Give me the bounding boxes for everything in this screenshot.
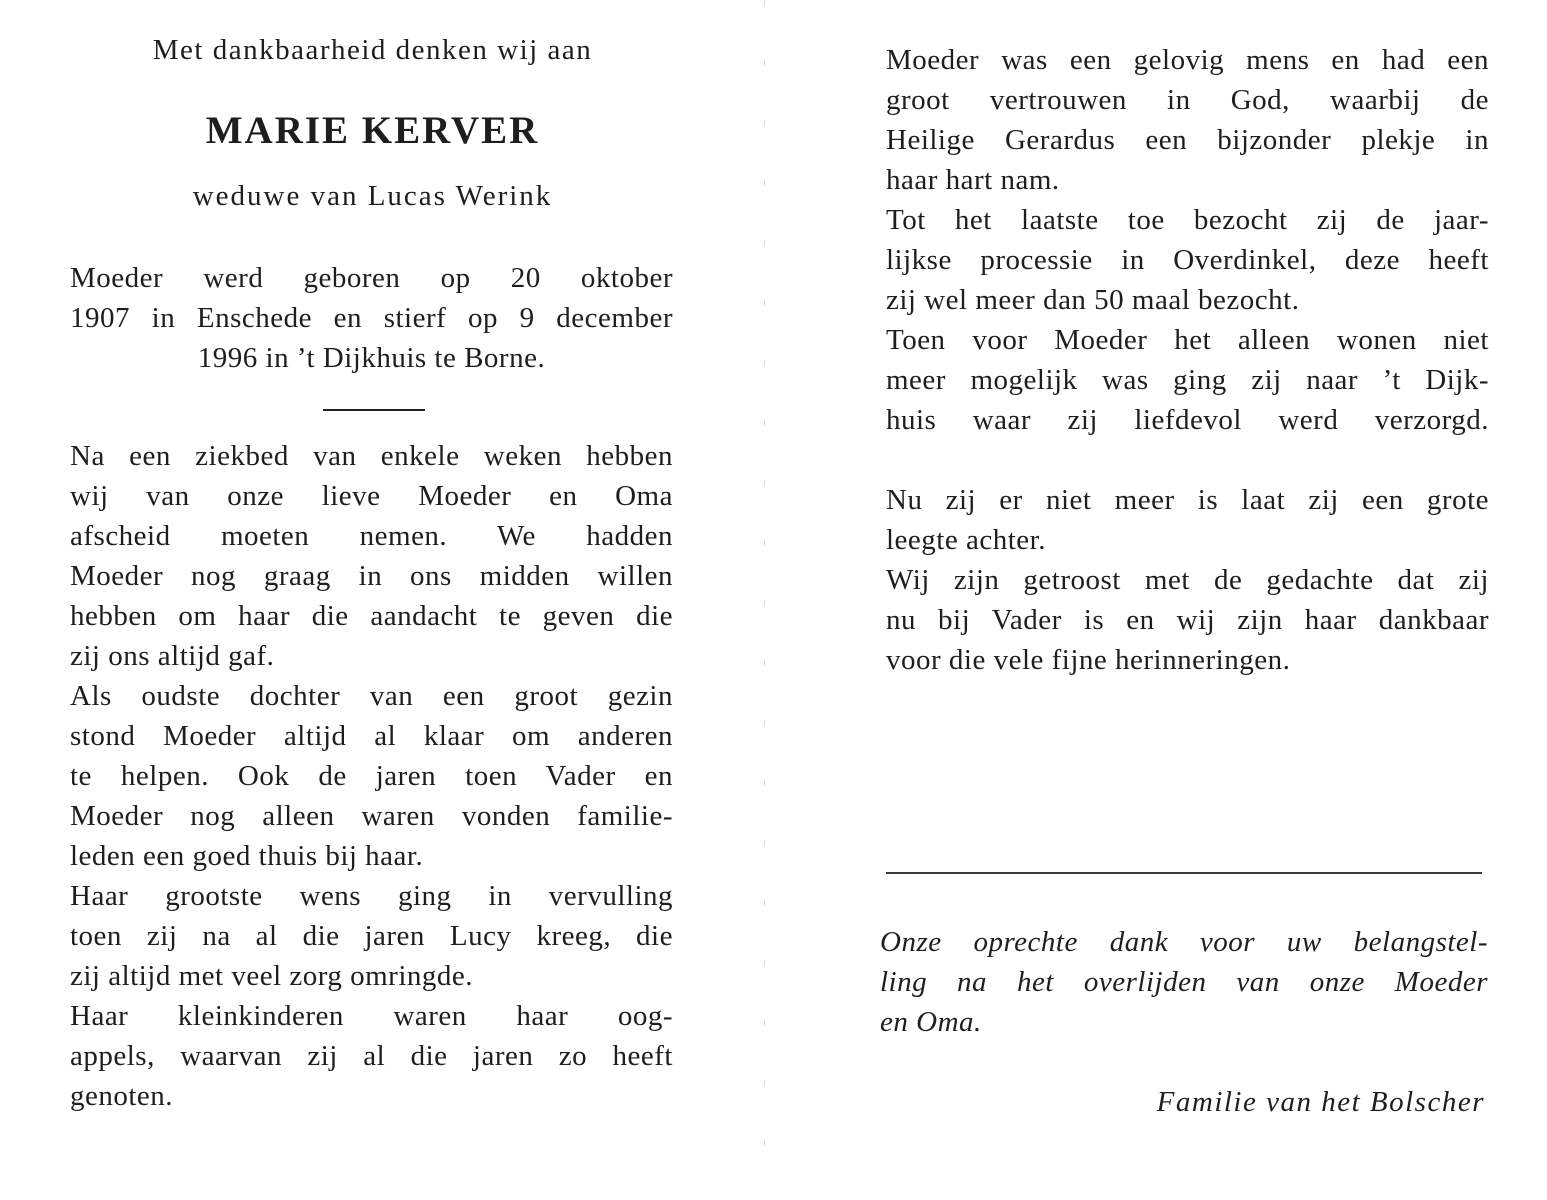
text-line: zij ons altijd gaf. [70,640,275,672]
text-line: leegte achter. [886,524,1046,556]
text-line: appels, waarvan zij al die jaren zo heeft [70,1040,673,1072]
text-line: Als oudste dochter van een groot gezin [70,680,673,712]
widow-of-text: weduwe van Lucas Werink [192,180,553,212]
text-line: leden een goed thuis bij haar. [70,840,424,872]
text-line: Moeder werd geboren op 20 oktober [70,262,673,294]
text-line: en Oma. [880,1006,982,1038]
text-line: lijkse processie in Overdinkel, deze heeft [886,244,1489,276]
text-line: Onze oprechte dank voor uw belangstel- [880,926,1488,958]
text-line: Moeder was een gelovig mens en had een [886,44,1489,76]
card-fold-line [764,0,765,1200]
text-line: meer mogelijk was ging zij naar ’t Dijk- [886,364,1489,396]
text-line: Tot het laatste toe bezocht zij de jaar- [886,204,1489,236]
text-line: groot vertrouwen in God, waarbij de [886,84,1489,116]
text-line: te helpen. Ook de jaren toen Vader en [70,760,673,792]
text-line: huis waar zij liefdevol werd verzorgd. [886,404,1489,436]
text-line: zij altijd met veel zorg omringde. [70,960,474,992]
text-line: nu bij Vader is en wij zijn haar dankbaar [886,604,1489,636]
text-line: toen zij na al die jaren Lucy kreeg, die [70,920,673,952]
text-line: 1907 in Enschede en stierf op 9 december [70,302,673,334]
family-signature: Familie van het Bolscher [1156,1086,1485,1118]
text-line: Haar grootste wens ging in vervulling [70,880,673,912]
text-line: afscheid moeten nemen. We hadden [70,520,673,552]
text-line: Moeder nog graag in ons midden willen [70,560,673,592]
faith-paragraph [886,40,1489,440]
text-line: zij wel meer dan 50 maal bezocht. [886,284,1300,316]
text-line: haar hart nam. [886,164,1060,196]
text-line: hebben om haar die aandacht te geven die [70,600,673,632]
long-divider [886,872,1482,874]
intro-text: Met dankbaarheid denken wij aan [152,34,593,66]
text-line: Moeder nog alleen waren vonden familie- [70,800,673,832]
text-line: stond Moeder altijd al klaar om anderen [70,720,673,752]
text-line: voor die vele fijne herinneringen. [886,644,1291,676]
text-line: Haar kleinkinderen waren haar oog- [70,1000,673,1032]
text-line: Wij zijn getroost met de gedachte dat zij [886,564,1489,596]
left-page [0,0,765,1200]
thank-you-note [880,922,1488,1042]
text-line: ling na het overlijden van onze Moeder [880,966,1488,998]
text-line: Nu zij er niet meer is laat zij een grote [886,484,1489,516]
comfort-paragraph [886,480,1489,680]
text-line: Na een ziekbed van enkele weken hebben [70,440,673,472]
text-line: Heilige Gerardus een bijzonder plekje in [886,124,1489,156]
text-line: Toen voor Moeder het alleen wonen niet [886,324,1489,356]
text-line: genoten. [70,1080,174,1112]
short-divider [323,409,425,411]
birth-death-paragraph [70,258,673,378]
life-story-paragraph [70,436,673,1116]
text-line: wij van onze lieve Moeder en Oma [70,480,673,512]
deceased-name: MARIE KERVER [205,109,540,152]
text-line: 1996 in ’t Dijkhuis te Borne. [197,342,546,374]
